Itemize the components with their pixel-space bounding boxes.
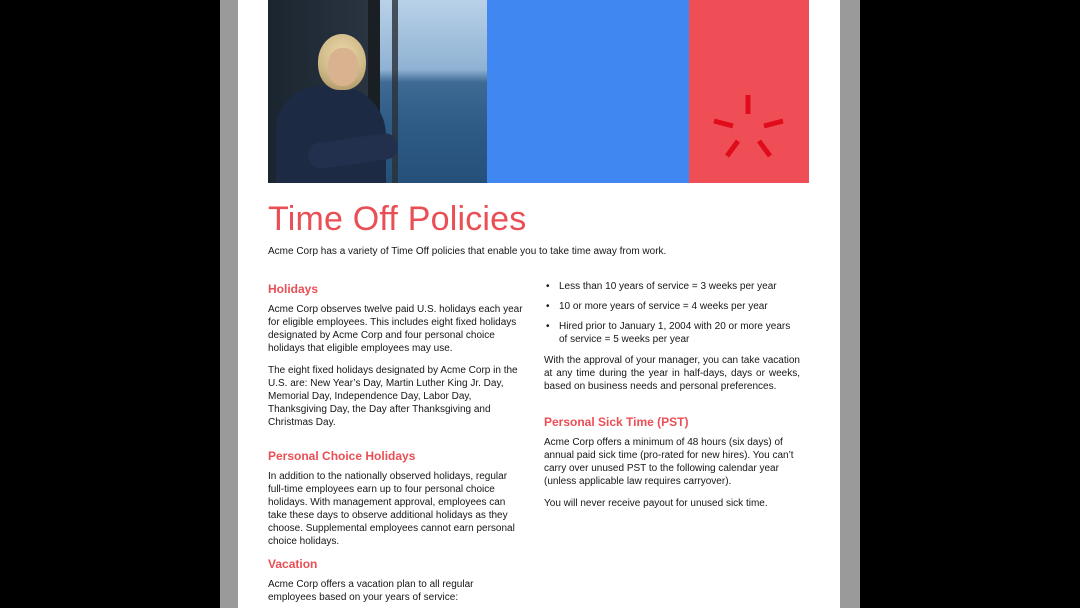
hero-red-panel bbox=[689, 0, 809, 183]
left-column bbox=[268, 282, 524, 608]
personal-choice-heading: Personal Choice Holidays bbox=[268, 449, 416, 463]
vacation-paragraph-1: Acme Corp offers a vacation plan to all regular employees based on your years of service: bbox=[268, 579, 474, 603]
page-title: Time Off Policies bbox=[268, 200, 527, 238]
list-item: • Hired prior to January 1, 2004 with 20 or more years of service = 5 weeks per year bbox=[544, 320, 800, 346]
holidays-paragraph-2: The eight fixed holidays designated by Acme Corp in the U.S. are: New Year’s Day, Martin Luther King Jr. Day, Memorial Day, Independence Day, Labor Day, Thanksgiving Day, the Day after Thanksgiving and Christmas Day. bbox=[268, 365, 518, 428]
hero-banner bbox=[268, 0, 809, 183]
sick-time-heading: Personal Sick Time (PST) bbox=[544, 415, 689, 429]
document-page[interactable] bbox=[238, 0, 840, 608]
personal-choice-paragraph: In addition to the nationally observed holidays, regular full-time employees earn up to four personal choice holidays. With management approval, employees can take these days to observe additional holidays as they choose. Supplemental employees cannot earn personal choice holidays. bbox=[268, 471, 515, 547]
spark-logo-icon bbox=[689, 0, 809, 183]
holidays-paragraph-1: Acme Corp observes twelve paid U.S. holidays each year for eligible employees. This includes eight fixed holidays designated by Acme Corp and four personal choice holidays that eligible employees may use. bbox=[268, 304, 523, 354]
list-item: • 10 or more years of service = 4 weeks per year bbox=[544, 300, 800, 313]
intro-text: Acme Corp has a variety of Time Off policies that enable you to take time away from work. bbox=[268, 246, 667, 257]
hero-photo bbox=[268, 0, 487, 183]
sick-time-paragraph-1: Acme Corp offers a minimum of 48 hours (six days) of annual paid sick time (pro-rated for new hires). You can’t carry over unused PST to the following calendar year (unless applicable law requires carryover). bbox=[544, 437, 794, 487]
list-item: • Less than 10 years of service = 3 weeks per year bbox=[544, 280, 800, 293]
right-column bbox=[544, 280, 800, 519]
holidays-heading: Holidays bbox=[268, 282, 319, 296]
vacation-bullet-list bbox=[544, 280, 800, 346]
vacation-paragraph-2: With the approval of your manager, you can take vacation at any time during the year in half-days, days or weeks, based on business needs and personal preferences. bbox=[544, 355, 800, 392]
hero-blue-panel bbox=[487, 0, 689, 183]
sick-time-paragraph-2: You will never receive payout for unused sick time. bbox=[544, 498, 768, 509]
vacation-heading: Vacation bbox=[268, 557, 318, 571]
